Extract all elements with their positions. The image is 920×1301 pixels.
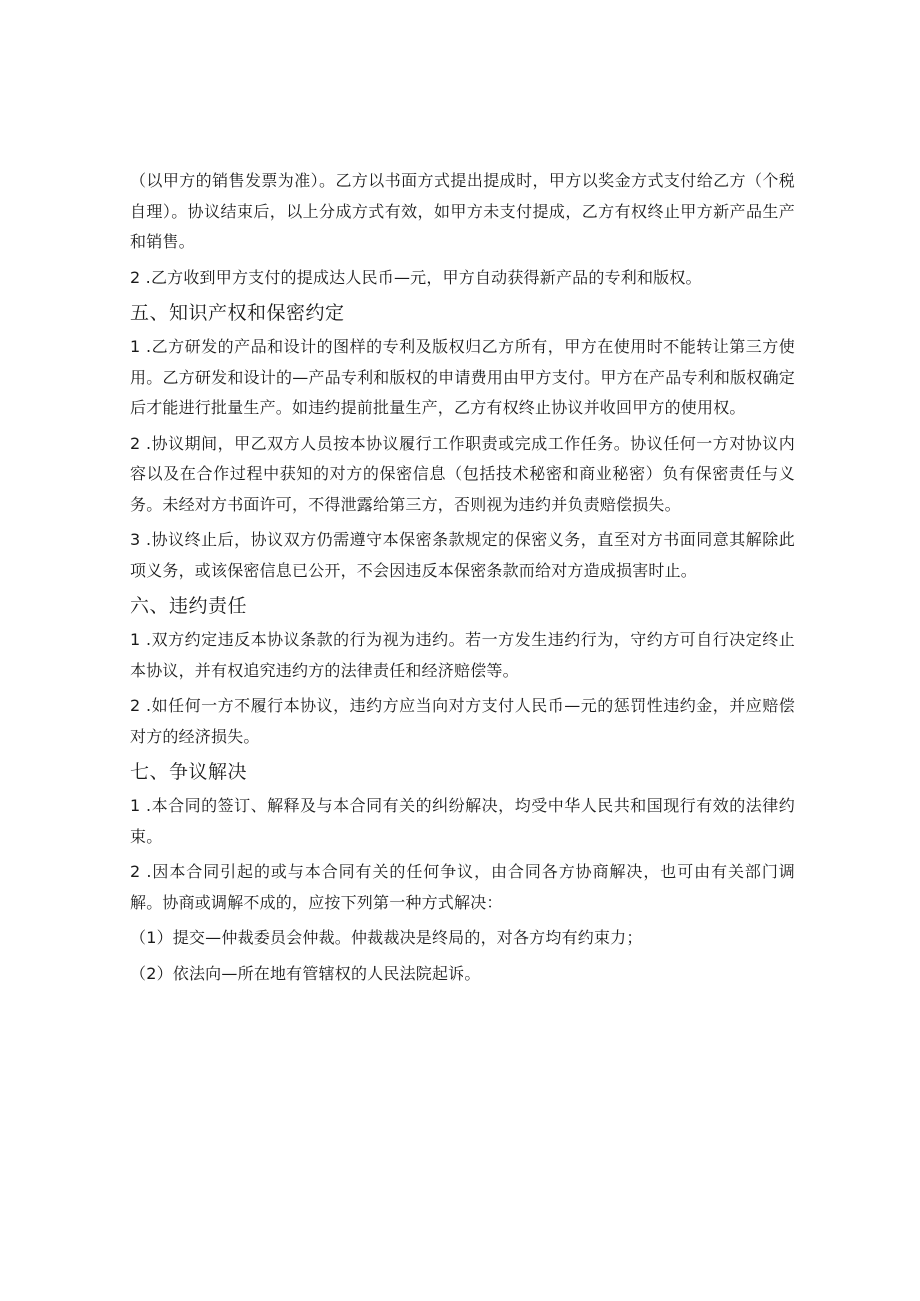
paragraph-commission-terms: （以甲方的销售发票为准）。乙方以书面方式提出提成时，甲方以奖金方式支付给乙方（个税自理）。协议结束后，以上分成方式有效，如甲方未支付提成，乙方有权终止甲方新产品生产和销售。 [130, 171, 795, 251]
clause-dispute-option-arbitration: （1）提交—仲裁委员会仲裁。仲裁裁决是终局的，对各方均有约束力； [130, 928, 643, 947]
clause-breach-1: 1 .双方约定违反本协议条款的行为视为违约。若一方发生违约行为，守约方可自行决定终止本协议，并有权追究违约方的法律责任和经济赔偿等。 [130, 630, 795, 680]
paragraph-commission-patent: 2 .乙方收到甲方支付的提成达人民币—元，甲方自动获得新产品的专利和版权。 [130, 267, 702, 287]
clause-ip-1: 1 .乙方研发的产品和设计的图样的专利及版权归乙方所有，甲方在使用时不能转让第三方使用。乙方研发和设计的—产品专利和版权的申请费用由甲方支付。甲方在产品专利和版权确定后才能进行批量生产。如违约提前批量生产，乙方有权终止协议并收回甲方的使用权。 [130, 337, 795, 417]
section-heading-ip-confidentiality: 五、知识产权和保密约定 [130, 302, 345, 324]
section-heading-breach: 六、违约责任 [130, 595, 248, 617]
clause-breach-2: 2 .如任何一方不履行本协议，违约方应当向对方支付人民币—元的惩罚性违约金，并应赔偿对方的经济损失。 [130, 696, 795, 746]
clause-dispute-2: 2 .因本合同引起的或与本合同有关的任何争议，由合同各方协商解决，也可由有关部门调解。协商或调解不成的，应按下列第一种方式解决： [130, 862, 795, 912]
document-body [130, 166, 795, 989]
clause-dispute-option-court: （2）依法向—所在地有管辖权的人民法院起诉。 [130, 963, 481, 983]
clause-confidentiality-3: 3 .协议终止后，协议双方仍需遵守本保密条款规定的保密义务，直至对方书面同意其解除此项义务，或该保密信息已公开，不会因违反本保密条款而给对方造成损害时止。 [130, 530, 795, 580]
clause-dispute-1: 1 .本合同的签订、解释及与本合同有关的纠纷解决，均受中华人民共和国现行有效的法律约束。 [130, 796, 795, 846]
section-heading-dispute: 七、争议解决 [130, 761, 248, 783]
clause-confidentiality-2: 2 .协议期间，甲乙双方人员按本协议履行工作职责或完成工作任务。协议任何一方对协议内容以及在合作过程中获知的对方的保密信息（包括技术秘密和商业秘密）负有保密责任与义务。未经对方书面许可，不得泄露给第三方，否则视为违约并负责赔偿损失。 [130, 433, 795, 514]
